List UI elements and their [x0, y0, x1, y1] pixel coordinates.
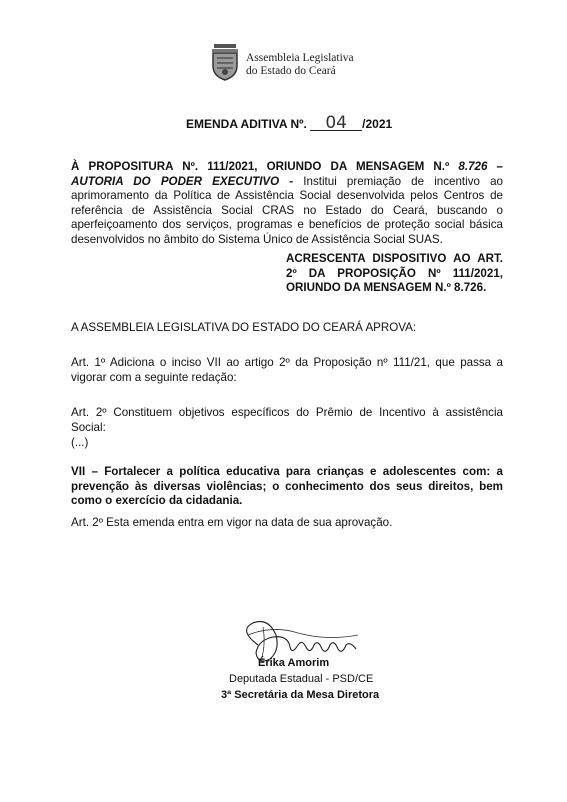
emenda-prefix: EMENDA ADITIVA Nº.	[186, 117, 307, 131]
propositura-paragraph	[71, 160, 503, 248]
article-1: Art. 1º Adiciona o inciso VII ao artigo 2º da Proposição nº 111/21, que passa a vigorar com a seguinte redação:	[71, 356, 503, 384]
signatory-name: Érika Amorim	[258, 657, 330, 669]
ellipsis: (...)	[71, 436, 89, 449]
propositura-text: Institui premiação de incentivo ao aprimoramento da Política de Assistência Social desenvolvida pelos Centros de referência de Assistência Social CRAS no Estado do Ceará, buscando o aperfeiçoamento dos serviços, programas e benefícios de proteção social básica desenvolvidos no âmbito do Sistema Único de Assistência Social SUAS.	[71, 174, 503, 246]
emenda-year: /2021	[362, 117, 393, 131]
article-2-final: Art. 2º Esta emenda entra em vigor na data de sua aprovação.	[71, 516, 393, 529]
propositura-bold-italic: 8.726 – AUTORIA DO PODER EXECUTIVO -	[71, 160, 503, 188]
org-line-2: do Estado do Ceará	[246, 65, 336, 77]
signatory-title: 3ª Secretária da Mesa Diretora	[221, 689, 380, 701]
assembly-seal-logo	[208, 42, 242, 82]
organization-name	[246, 52, 354, 78]
document-title	[186, 113, 426, 133]
emenda-number: 04	[310, 117, 362, 131]
aprova-line: A ASSEMBLEIA LEGISLATIVA DO ESTADO DO CEARÁ APROVA:	[71, 321, 417, 334]
signatory-role: Deputada Estadual - PSD/CE	[229, 673, 374, 685]
acrescenta-heading: ACRESCENTA DISPOSITIVO AO ART. 2º DA PROPOSIÇÃO Nº 111/2021, ORIUNDO DA MENSAGEM N.º 8.726.	[286, 252, 503, 295]
org-line-1: Assembleia Legislativa	[246, 52, 354, 64]
inciso-vii: VII – Fortalecer a política educativa para crianças e adolescentes com: a prevenção às diversas violências; o conhecimento dos seus direitos, bem como o exercício da cidadania.	[71, 465, 503, 508]
propositura-bold: À PROPOSITURA Nº. 111/2021, ORIUNDO DA MENSAGEM N.º	[71, 160, 450, 173]
article-2-objectives: Art. 2º Constituem objetivos específicos do Prêmio de Incentivo à assistência Social:	[71, 406, 503, 434]
